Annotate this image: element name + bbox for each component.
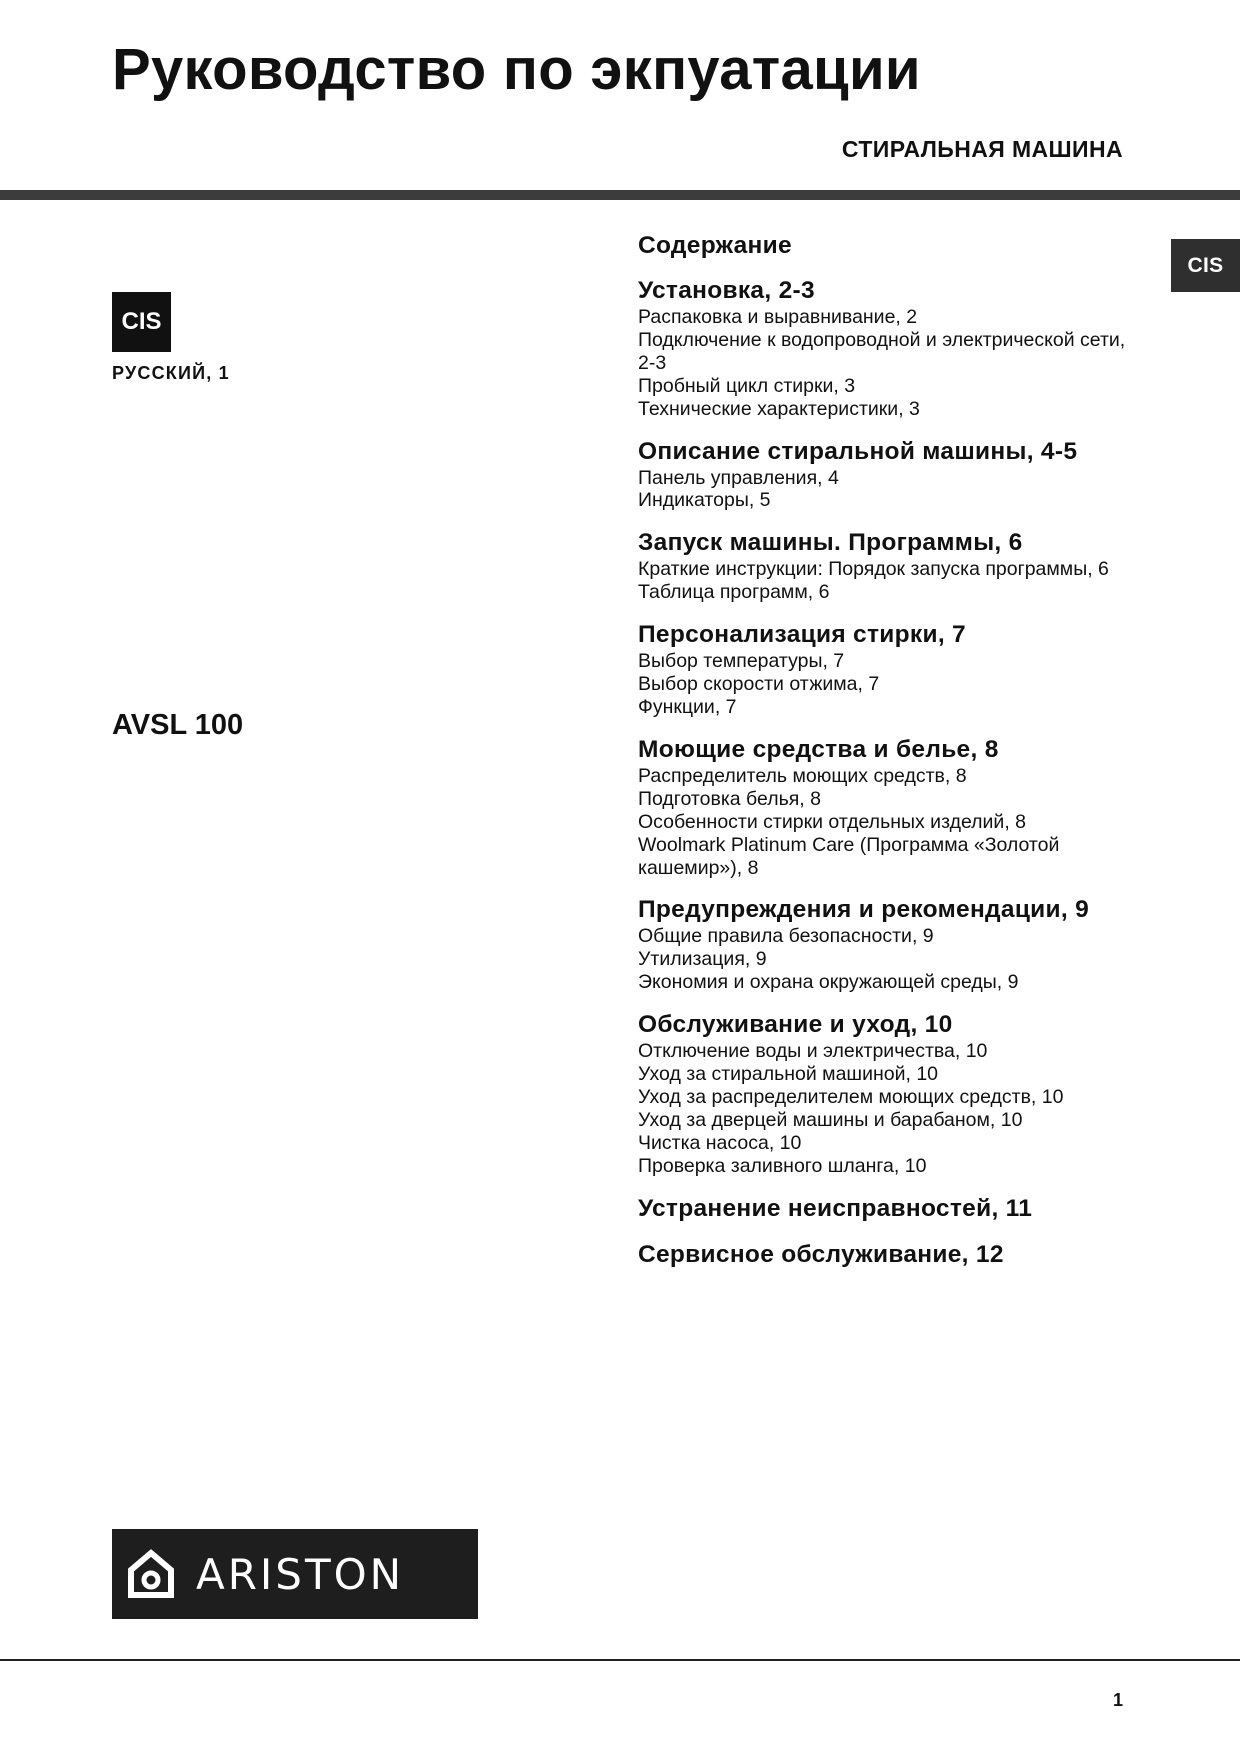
- toc-item: Общие правила безопасности, 9: [638, 925, 934, 948]
- toc-item-list: [638, 558, 1133, 604]
- toc-section-title: Сервисное обслуживание, 12: [638, 1240, 1004, 1268]
- toc-section: [638, 619, 1133, 719]
- toc-item-list: [638, 765, 1133, 880]
- toc-item: Утилизация, 9: [638, 948, 767, 971]
- model-name: AVSL 100: [112, 709, 244, 741]
- toc-item: Распределитель моющих средств, 8: [638, 764, 967, 787]
- toc-item: Чистка насоса, 10: [638, 1131, 802, 1154]
- toc-section-title: Предупреждения и рекомендации, 9: [638, 896, 1090, 924]
- brand-name: ARISTON: [196, 1549, 405, 1599]
- language-label: РУССКИЙ, 1: [112, 363, 230, 383]
- toc-section: [638, 1009, 1133, 1177]
- table-of-contents: [638, 228, 1133, 1285]
- toc-section-title: Установка, 2-3: [638, 277, 815, 304]
- toc-item-list: [638, 306, 1133, 421]
- toc-item: Woolmark Platinum Care (Программа «Золотой кашемир»), 8: [638, 833, 1060, 879]
- toc-item: Панель управления, 4: [638, 466, 839, 489]
- toc-section: [638, 527, 1133, 604]
- toc-item-list: [638, 925, 1133, 994]
- toc-section-title: Обслуживание и уход, 10: [638, 1011, 953, 1039]
- toc-item: Подключение к водопроводной и электрической сети, 2-3: [638, 328, 1126, 374]
- toc-item: Подготовка белья, 8: [638, 787, 821, 810]
- toc-section-title: Устранение неисправностей, 11: [638, 1194, 1033, 1222]
- toc-section: [638, 894, 1133, 994]
- toc-section: [638, 734, 1133, 880]
- toc-heading: Содержание: [638, 232, 792, 259]
- toc-item: Распаковка и выравнивание, 2: [638, 306, 918, 328]
- toc-item: Таблица программ, 6: [638, 581, 830, 604]
- toc-item: Уход за распределителем моющих средств, 10: [638, 1085, 1064, 1108]
- document-title: Руководство по экпуатации: [112, 37, 921, 102]
- toc-item: Экономия и охрана окружающей среды, 9: [638, 971, 1019, 994]
- toc-section-title: Моющие средства и белье, 8: [638, 735, 999, 763]
- toc-section: [638, 275, 1133, 421]
- toc-item: Уход за стиральной машиной, 10: [638, 1063, 939, 1086]
- toc-sections: [638, 275, 1133, 1270]
- toc-item-list: [638, 467, 1133, 513]
- toc-item: Уход за дверцей машины и барабаном, 10: [638, 1108, 1023, 1131]
- toc-section-title: Запуск машины. Программы, 6: [638, 529, 1023, 557]
- toc-section-title: Персонализация стирки, 7: [638, 621, 966, 649]
- toc-section: [638, 1239, 1133, 1270]
- toc-item: Функции, 7: [638, 695, 737, 718]
- toc-section: [638, 436, 1133, 513]
- toc-item: Проверка заливного шланга, 10: [638, 1154, 927, 1177]
- toc-item: Индикаторы, 5: [638, 489, 771, 512]
- language-badge: CIS: [112, 292, 171, 352]
- brand-logo: [112, 1529, 478, 1619]
- toc-section: [638, 1193, 1133, 1224]
- toc-item: Пробный цикл стирки, 3: [638, 374, 856, 397]
- toc-item: Выбор скорости отжима, 7: [638, 673, 880, 696]
- region-side-tab: CIS: [1171, 239, 1240, 292]
- toc-item: Отключение воды и электричества, 10: [638, 1040, 988, 1063]
- document-subtitle: СТИРАЛЬНАЯ МАШИНА: [841, 136, 1123, 162]
- toc-section-title: Описание стиральной машины, 4-5: [638, 437, 1078, 465]
- toc-item: Технические характеристики, 3: [638, 397, 920, 420]
- page-number: 1: [1113, 1690, 1124, 1710]
- header-divider: [0, 190, 1240, 200]
- toc-item: Краткие инструкции: Порядок запуска программы, 6: [638, 558, 1109, 581]
- toc-item: Особенности стирки отдельных изделий, 8: [638, 810, 1027, 833]
- toc-item-list: [638, 650, 1133, 719]
- toc-item: Выбор температуры, 7: [638, 650, 845, 673]
- footer-divider: [0, 1659, 1240, 1661]
- house-icon: [127, 1548, 175, 1600]
- toc-item-list: [638, 1040, 1133, 1177]
